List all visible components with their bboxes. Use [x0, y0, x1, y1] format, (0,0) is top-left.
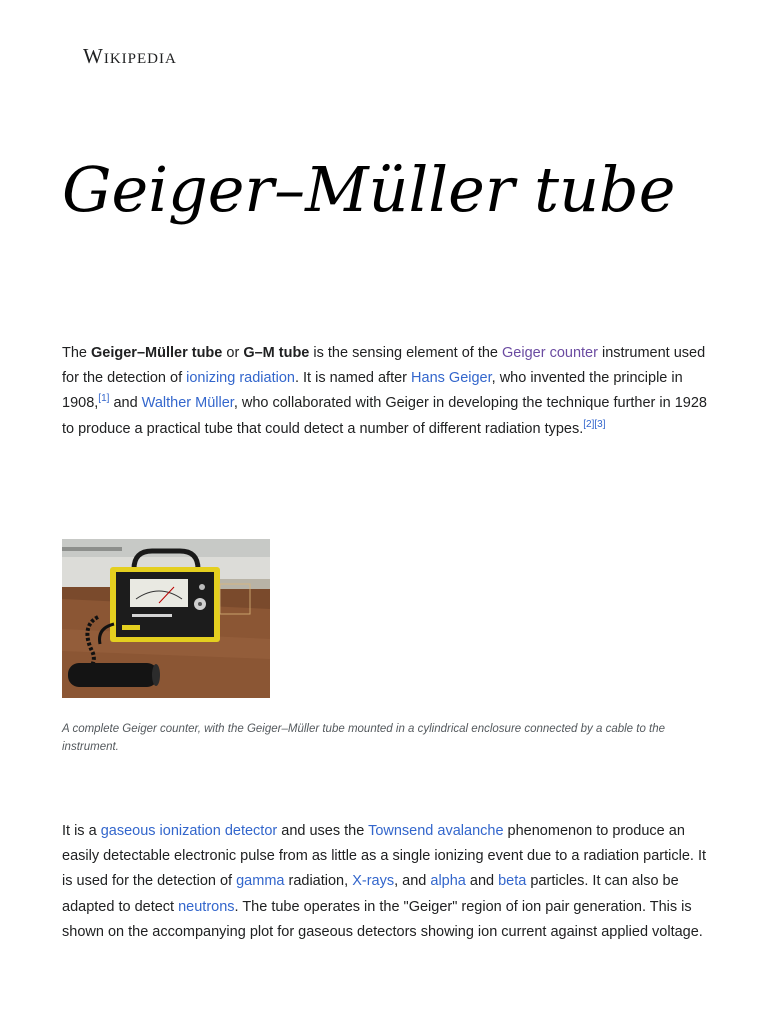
text-run: instrument used for the detection of — [62, 345, 706, 387]
link-beta[interactable]: beta — [498, 873, 527, 890]
text-run: , who invented the principle in 1908, — [62, 370, 683, 412]
link-gaseous-ionization-detector[interactable]: gaseous ionization detector — [100, 823, 278, 839]
text-run: It is a — [62, 823, 101, 839]
body-paragraph — [62, 819, 712, 945]
text-run: particles. It can also be adapted to detect — [62, 873, 679, 915]
figure-caption: A complete Geiger counter, with the Geiger–Müller tube mounted in a cylindrical enclosure connected by a cable to the instrument. — [62, 723, 666, 753]
link-alpha[interactable]: alpha — [430, 873, 466, 890]
text-run: or — [222, 345, 244, 361]
text-run: and uses the — [277, 823, 369, 839]
intro-paragraph — [62, 341, 712, 442]
text-run: The — [62, 345, 92, 361]
page-title: Geiger–Müller tube — [62, 153, 676, 226]
reference-link-3[interactable]: [3] — [594, 418, 606, 430]
link-geiger-counter[interactable]: Geiger counter — [502, 345, 598, 361]
link-neutrons[interactable]: neutrons — [178, 898, 235, 915]
link-ionizing-radiation[interactable]: ionizing radiation — [186, 370, 295, 387]
text-run: . The tube operates in the "Geiger" region of ion pair generation. This is shown on the accompanying plot for gaseous detectors showing ion current against applied voltage. — [62, 898, 703, 940]
text-run: , and — [394, 873, 431, 890]
link-walther-muller[interactable]: Walther Müller — [141, 395, 234, 412]
text-run: . It is named after — [294, 370, 412, 387]
bold-term: Geiger–Müller tube — [91, 345, 223, 361]
text-run: and — [465, 873, 499, 890]
link-hans-geiger[interactable]: Hans Geiger — [411, 370, 492, 387]
text-run: radiation, — [284, 873, 353, 890]
geiger-counter-illustration — [62, 539, 270, 698]
reference-link-2[interactable]: [2] — [583, 418, 595, 430]
wikipedia-wordmark[interactable]: Wikipedia — [83, 44, 177, 68]
link-townsend-avalanche[interactable]: Townsend avalanche — [368, 823, 504, 839]
reference-link-1[interactable]: [1] — [98, 393, 110, 405]
geiger-counter-photo[interactable] — [62, 539, 270, 698]
text-run: and — [109, 395, 142, 412]
link-gamma[interactable]: gamma — [236, 873, 285, 890]
text-run: is the sensing element of the — [309, 345, 503, 361]
text-run: phenomenon to produce an easily detectable electronic pulse from as little as a single ionizing event due to a radiation particle. It is used for the detection of — [62, 823, 706, 890]
text-run: , who collaborated with Geiger in developing the technique further in 1928 to produce a practical tube that could detect a number of different radiation types. — [62, 395, 707, 437]
bold-term: G–M tube — [243, 345, 310, 361]
link-x-rays[interactable]: X-rays — [352, 873, 395, 890]
